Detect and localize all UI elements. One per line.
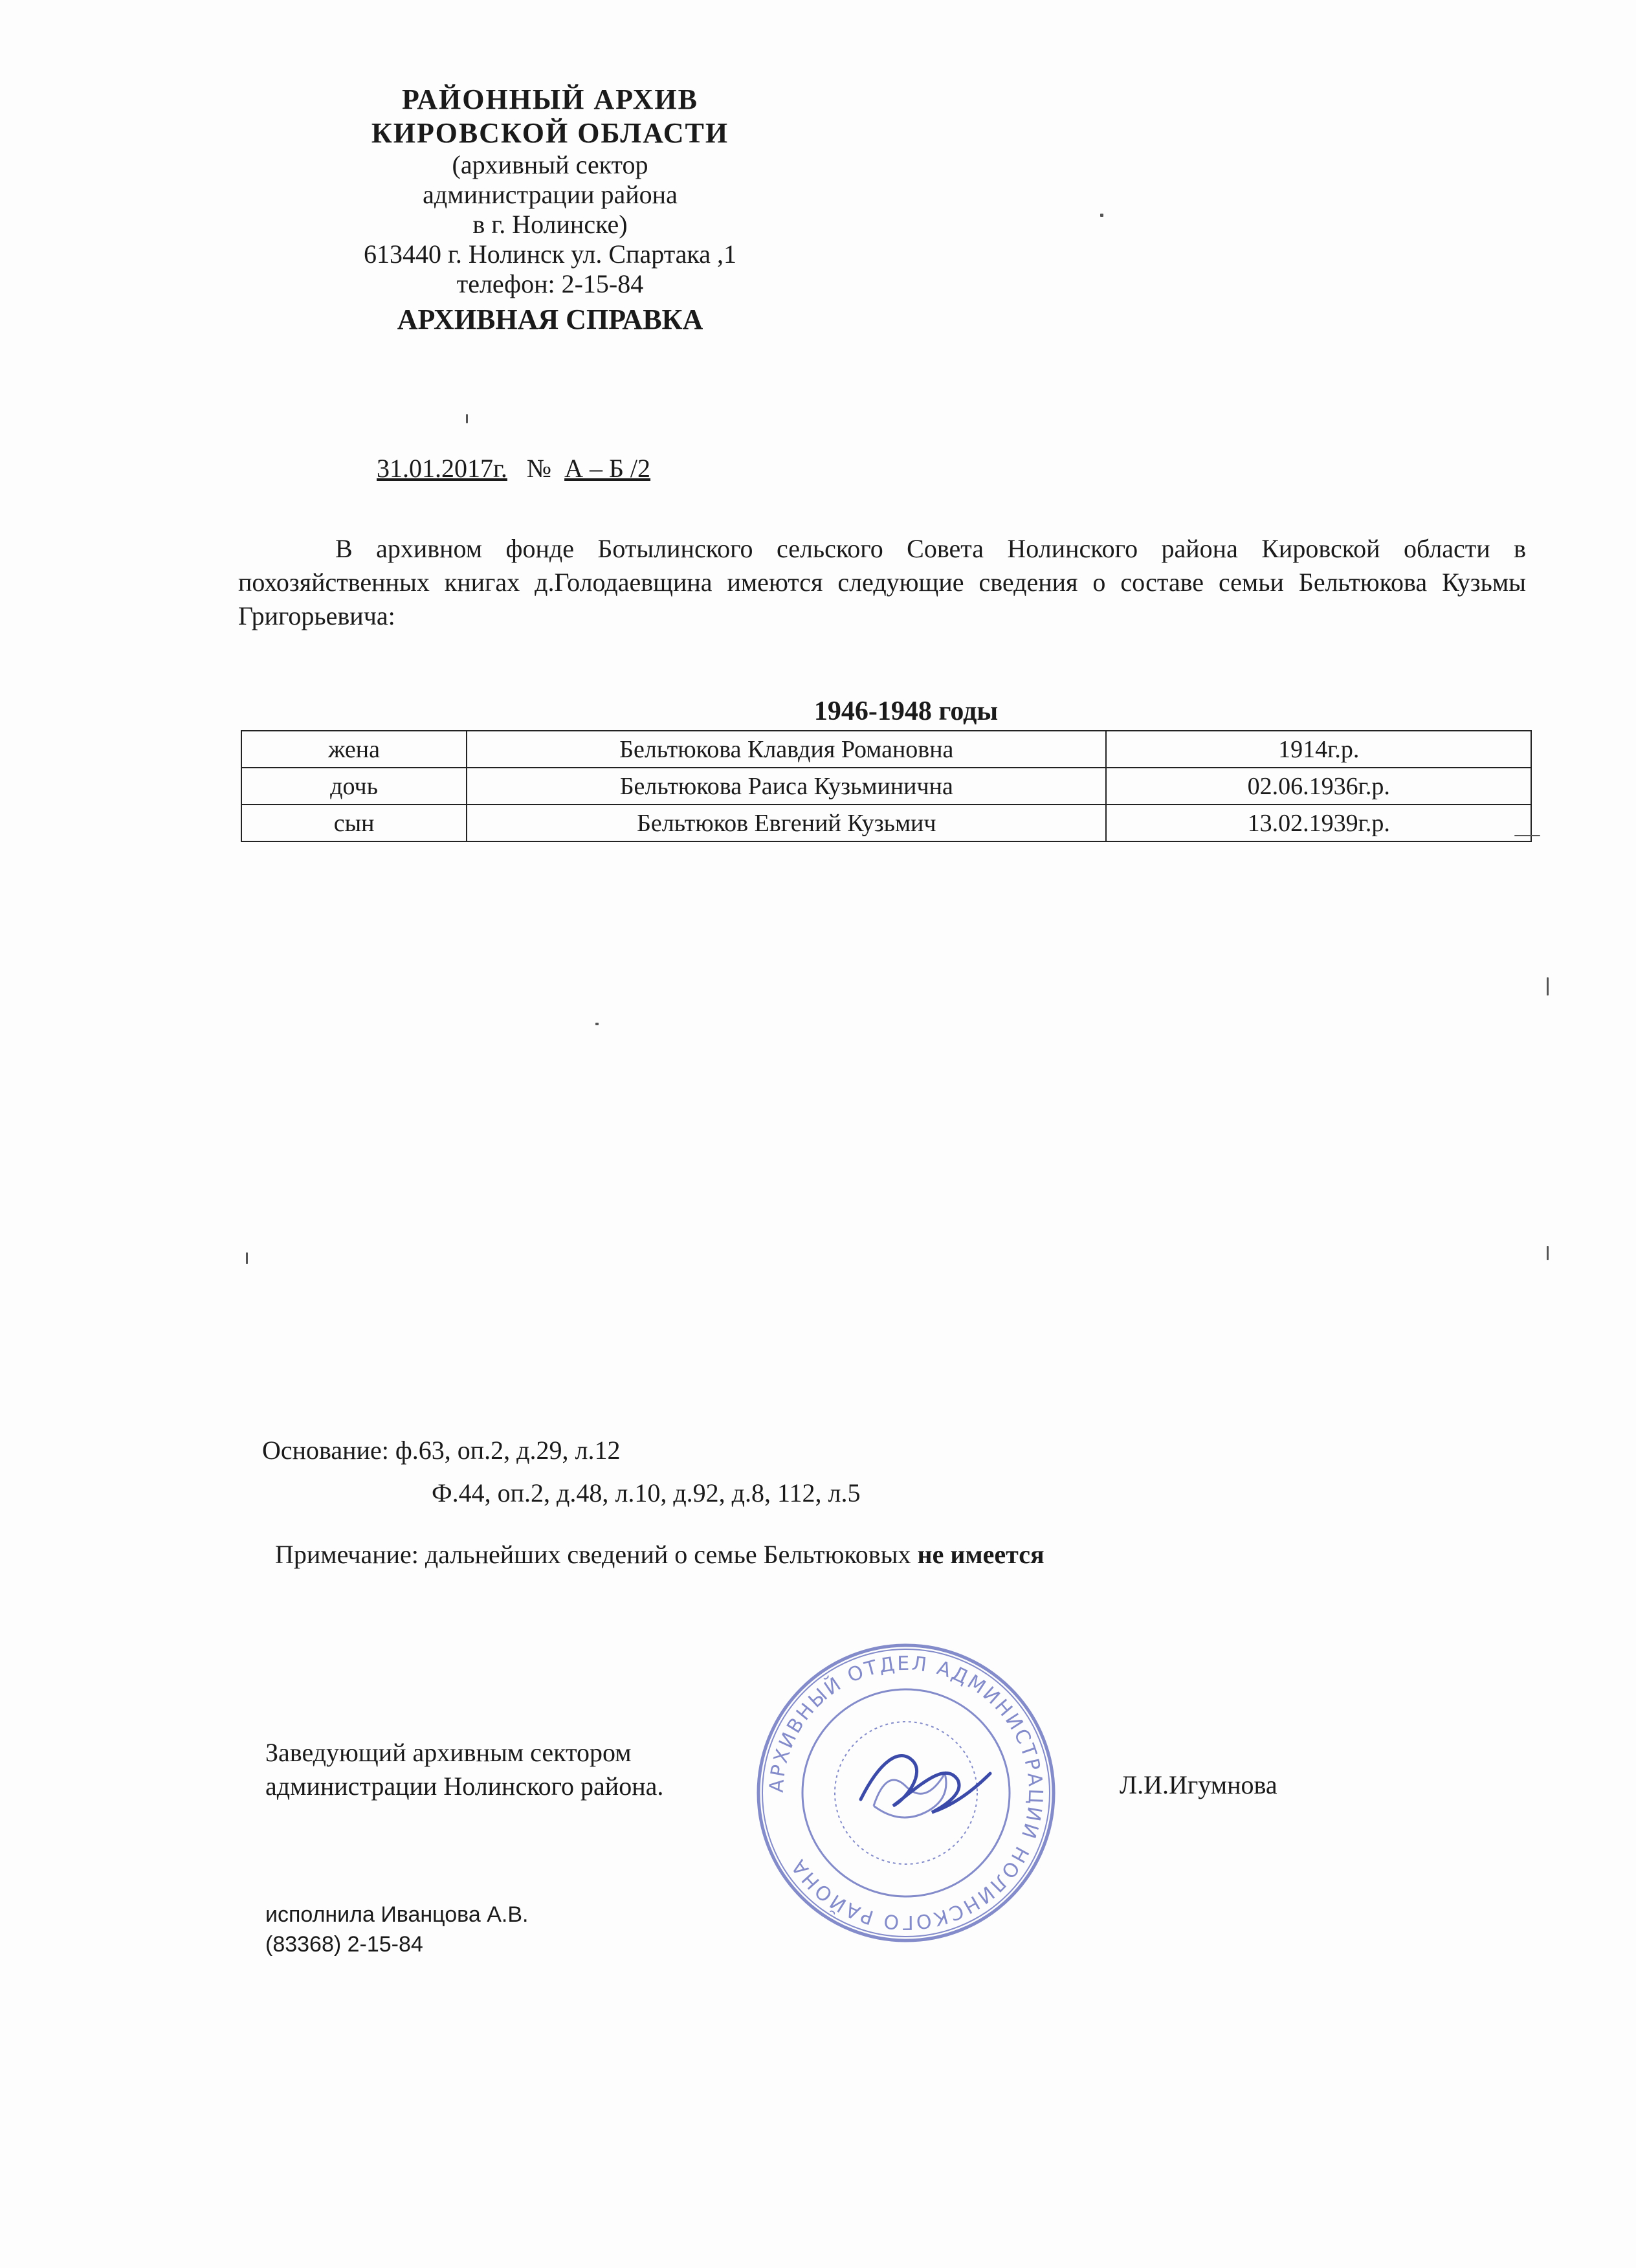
number-sign: № bbox=[526, 454, 552, 483]
scan-speck bbox=[1100, 214, 1103, 217]
document-number: А – Б /2 bbox=[564, 454, 651, 483]
family-table bbox=[241, 730, 1532, 842]
signer-title bbox=[265, 1736, 663, 1803]
birth-cell: 13.02.1939г.р. bbox=[1106, 805, 1531, 841]
document-title: АРХИВНАЯ СПРАВКА bbox=[397, 304, 703, 335]
org-phone: телефон: 2-15-84 bbox=[456, 269, 644, 298]
signer-title-line2: администрации Нолинского района. bbox=[265, 1772, 664, 1801]
org-name-line1: РАЙОННЫЙ АРХИВ bbox=[401, 83, 698, 115]
org-sub-line2: администрации района bbox=[423, 180, 678, 209]
table-row bbox=[241, 768, 1531, 805]
table-row bbox=[241, 731, 1531, 768]
name-cell: Бельтюков Евгений Кузьмич bbox=[467, 805, 1106, 841]
basis-block bbox=[262, 1429, 861, 1515]
executor-phone: (83368) 2-15-84 bbox=[265, 1932, 423, 1957]
scan-speck bbox=[466, 414, 468, 423]
executor-name: исполнила Иванцова А.В. bbox=[265, 1902, 529, 1927]
name-cell: Бельтюкова Раиса Кузьминична bbox=[467, 768, 1106, 805]
note-line bbox=[275, 1539, 1045, 1570]
table-caption: 1946-1948 годы bbox=[813, 696, 999, 726]
relation-cell: дочь bbox=[241, 768, 467, 805]
body-paragraph: В архивном фонде Ботылинского сельского Совета Нолинского района Кировской области в похозяйственных книгах д.Голодаевщина имеются следующие сведения о составе семьи Бельтюкова Кузьмы Григорьевича: bbox=[238, 534, 1526, 630]
signer-name: Л.И.Игумнова bbox=[1120, 1770, 1277, 1799]
table-row bbox=[241, 805, 1531, 841]
org-sub-line3: в г. Нолинске) bbox=[472, 210, 628, 239]
relation-cell: жена bbox=[241, 731, 467, 768]
official-stamp-icon bbox=[751, 1638, 1061, 1948]
org-address: 613440 г. Нолинск ул. Спартака ,1 bbox=[363, 239, 737, 269]
signer-title-line1: Заведующий архивным сектором bbox=[265, 1738, 632, 1767]
birth-cell: 02.06.1936г.р. bbox=[1106, 768, 1531, 805]
note-emphasis: не имеется bbox=[917, 1540, 1045, 1569]
scan-speck bbox=[595, 1023, 599, 1025]
letterhead bbox=[285, 83, 815, 338]
basis-line2: Ф.44, оп.2, д.48, л.10, д.92, д.8, 112, л.5 bbox=[432, 1478, 861, 1507]
scan-speck bbox=[1547, 977, 1549, 995]
scan-speck bbox=[246, 1252, 248, 1264]
signature-scribble bbox=[861, 1756, 990, 1813]
executor-block bbox=[265, 1900, 528, 1959]
name-cell: Бельтюкова Клавдия Романовна bbox=[467, 731, 1106, 768]
stamp-text: АРХИВНЫЙ ОТДЕЛ АДМИНИСТРАЦИИ НОЛИНСКОГО РАЙОНА bbox=[765, 1652, 1047, 1934]
birth-cell: 1914г.р. bbox=[1106, 731, 1531, 768]
org-sub-line1: (архивный сектор bbox=[452, 150, 648, 179]
org-name-line2: КИРОВСКОЙ ОБЛАСТИ bbox=[371, 117, 729, 149]
note-text: Примечание: дальнейших сведений о семье Бельтюковых bbox=[275, 1540, 911, 1569]
basis-line1: Основание: ф.63, оп.2, д.29, л.12 bbox=[262, 1436, 621, 1465]
scan-speck bbox=[1514, 835, 1540, 836]
relation-cell: сын bbox=[241, 805, 467, 841]
date-number-line bbox=[377, 453, 650, 484]
document-date: 31.01.2017г. bbox=[377, 454, 507, 483]
scan-speck bbox=[1547, 1246, 1549, 1260]
